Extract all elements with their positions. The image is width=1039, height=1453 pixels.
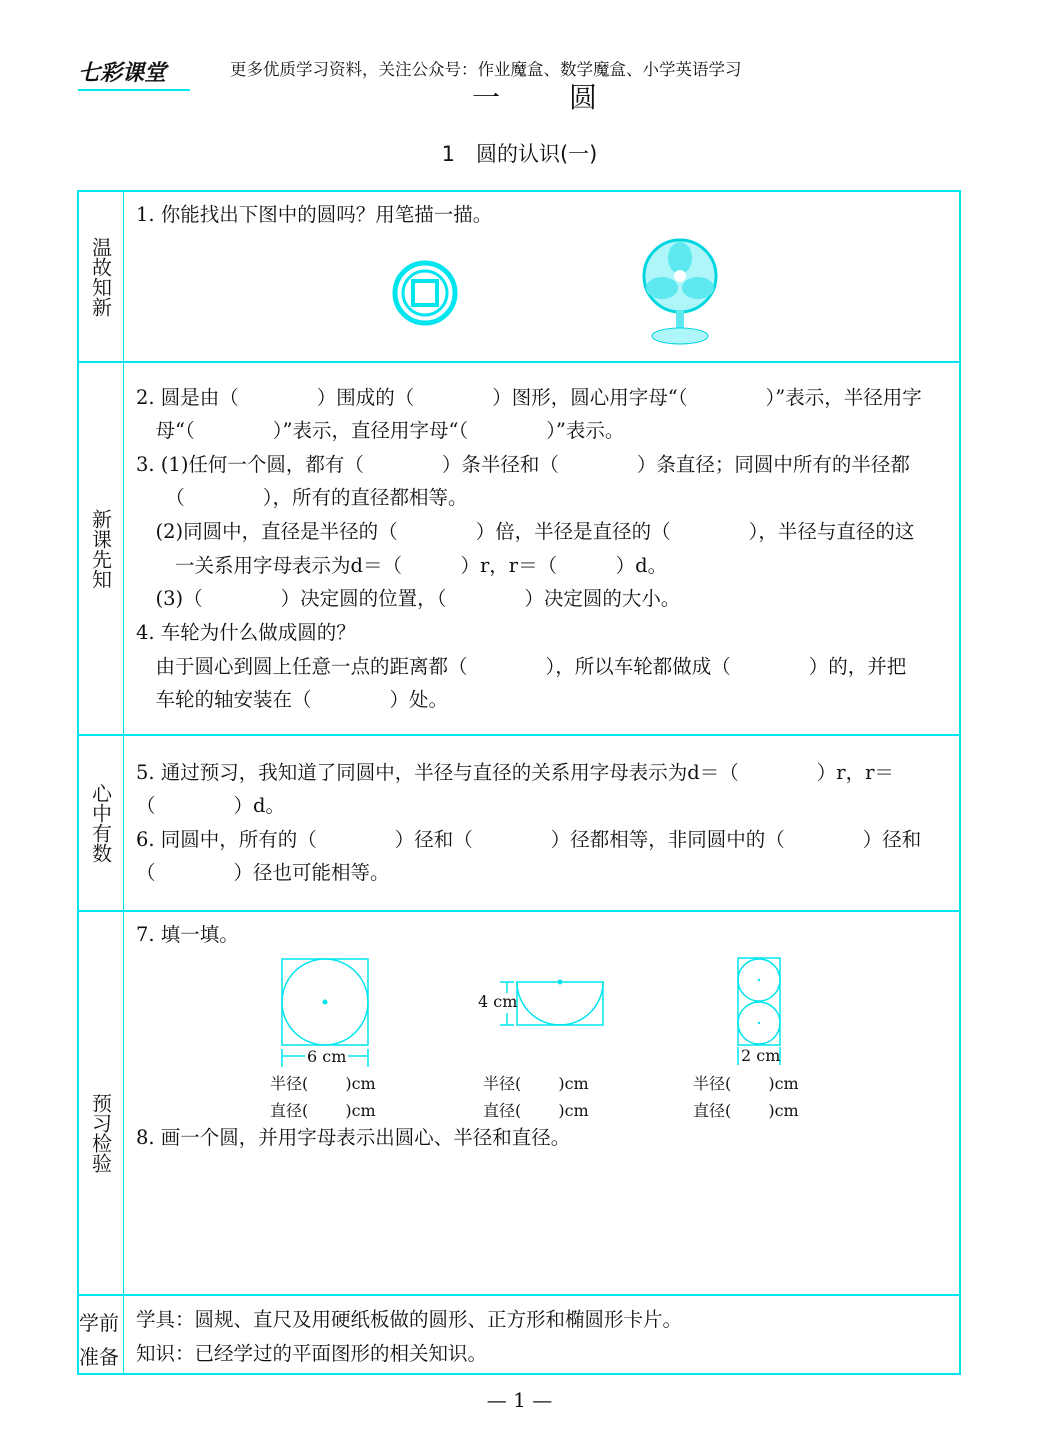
dimension-label: 2 cm xyxy=(741,1046,781,1065)
radius-blank: 半径( )cm xyxy=(693,1074,799,1093)
prep-tools: 学具：圆规、直尺及用硬纸板做的圆形、正方形和椭圆形卡片。 xyxy=(136,1308,683,1331)
logo: 七彩课堂 xyxy=(78,56,190,91)
question-4: 车轮的轴安装在（ ）处。 xyxy=(136,688,449,711)
section-label: 学前准备 xyxy=(79,1311,119,1369)
question-7: 7. 填一填。 xyxy=(136,923,239,946)
diameter-blank: 直径( )cm xyxy=(270,1101,376,1120)
question-5: 5. 通过预习，我知道了同圆中，半径与直径的关系用字母表示为d＝（ ）r，r＝ xyxy=(136,761,894,784)
diameter-blank: 直径( )cm xyxy=(693,1101,799,1120)
dimension-label: 4 cm xyxy=(478,992,518,1011)
question-6: 6. 同圆中，所有的（ ）径和（ ）径都相等，非同圆中的（ ）径和 xyxy=(136,828,922,851)
question-5: （ ）d。 xyxy=(136,794,285,817)
diameter-blank: 直径( )cm xyxy=(483,1101,589,1120)
prep-knowledge: 知识：已经学过的平面图形的相关知识。 xyxy=(136,1342,488,1365)
section-label: 预习检验 xyxy=(88,1093,113,1173)
fan-icon xyxy=(640,238,720,348)
section-label: 心中有数 xyxy=(88,783,113,863)
section-label: 温故知新 xyxy=(88,236,113,317)
divider xyxy=(77,734,961,736)
question-3: (3)（ ）决定圆的位置，（ ）决定圆的大小。 xyxy=(136,587,681,610)
question-3: (2)同圆中，直径是半径的（ ）倍，半径是直径的（ ），半径与直径的这 xyxy=(136,520,915,543)
question-3: 一关系用字母表示为d＝（ ）r，r＝（ ）d。 xyxy=(136,554,668,577)
promo-text: 更多优质学习资料，关注公众号：作业魔盒、数学魔盒、小学英语学习 xyxy=(230,60,742,79)
question-4: 4. 车轮为什么做成圆的？ xyxy=(136,621,356,644)
divider xyxy=(77,1294,961,1296)
divider xyxy=(123,190,124,1375)
radius-blank: 半径( )cm xyxy=(483,1074,589,1093)
lesson-title: 1 圆的认识(一) xyxy=(441,142,598,166)
question-2: 母“（ ）”表示，直径用字母“（ ）”表示。 xyxy=(136,419,625,442)
coin-icon xyxy=(390,258,460,328)
dimension-label: 6 cm xyxy=(307,1047,347,1066)
question-4: 由于圆心到圆上任意一点的距离都（ ），所以车轮都做成（ ）的，并把 xyxy=(136,655,907,678)
question-8: 8. 画一个圆，并用字母表示出圆心、半径和直径。 xyxy=(136,1126,571,1149)
question-2: 2. 圆是由（ ）围成的（ ）图形，圆心用字母“（ ）”表示，半径用字 xyxy=(136,386,922,409)
question-3: 3. (1)任何一个圆，都有（ ）条半径和（ ）条直径；同圆中所有的半径都 xyxy=(136,453,910,476)
chapter-title: 一 圆 xyxy=(472,81,627,114)
question-3: （ ），所有的直径都相等。 xyxy=(136,486,468,509)
question-1: 1. 你能找出下图中的圆吗？用笔描一描。 xyxy=(136,203,493,226)
question-6: （ ）径也可能相等。 xyxy=(136,861,390,884)
section-label: 新课先知 xyxy=(88,508,113,589)
radius-blank: 半径( )cm xyxy=(270,1074,376,1093)
page-number: — 1 — xyxy=(486,1388,553,1412)
divider xyxy=(77,361,961,363)
divider xyxy=(77,910,961,912)
